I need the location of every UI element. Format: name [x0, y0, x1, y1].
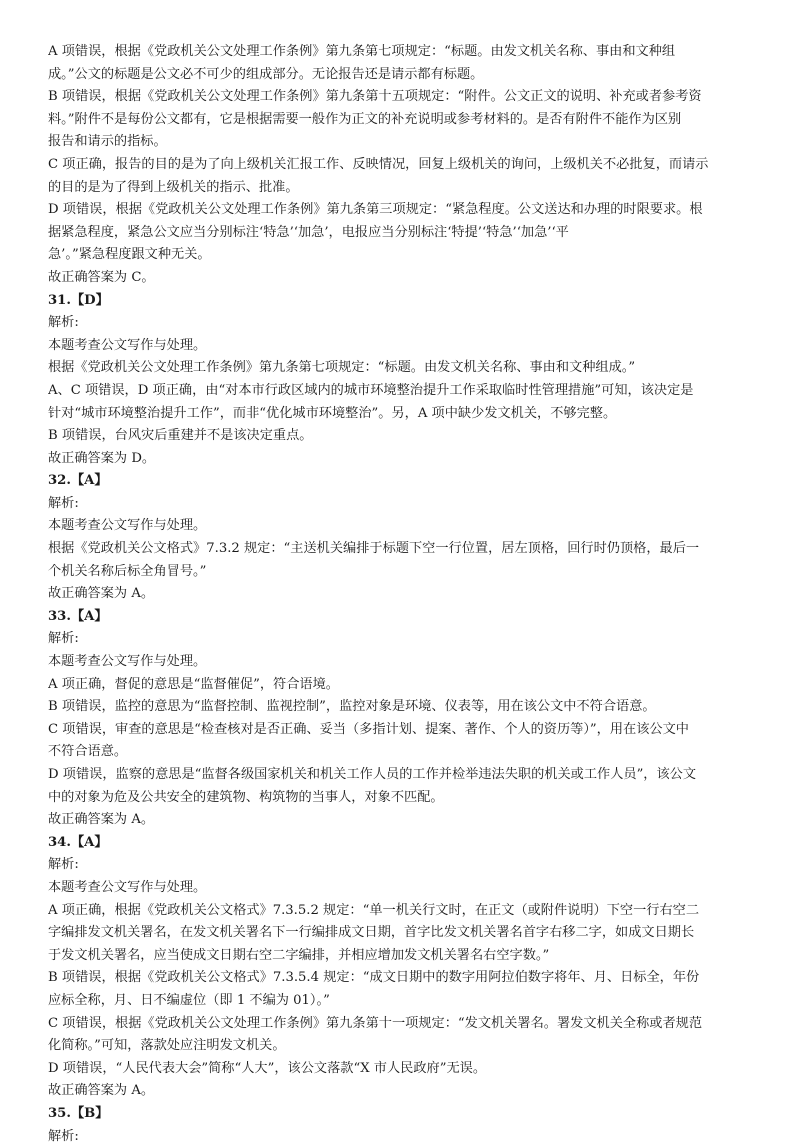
- text-line: C 项错误，根据《党政机关公文处理工作条例》第九条第十一项规定：“发文机关署名。署发文机关全称或者规范: [48, 1013, 760, 1036]
- text-line: B 项错误，根据《党政机关公文格式》7.3.5.4 规定：“成文日期中的数字用阿拉伯数字将年、月、日标全，年份: [48, 967, 760, 990]
- text-line: 故正确答案为 D。: [48, 448, 760, 471]
- text-line: 故正确答案为 A。: [48, 809, 760, 832]
- text-line: A 项正确，督促的意思是“监督催促”，符合语境。: [48, 674, 760, 697]
- text-line: 本题考查公文写作与处理。: [48, 877, 760, 900]
- text-line: 报告和请示的指标。: [48, 131, 760, 154]
- text-line: 解析:: [48, 1126, 760, 1148]
- text-line: 字编排发文机关署名，在发文机关署名下一行编排成文日期，首字比发文机关署名首字右移二字，如成文日期长: [48, 922, 760, 945]
- text-line: A 项正确，根据《党政机关公文格式》7.3.5.2 规定：“单一机关行文时，在正文（或附件说明）下空一行右空二: [48, 900, 760, 923]
- text-line: 急’。”紧急程度跟文种无关。: [48, 244, 760, 267]
- text-line: 故正确答案为 C。: [48, 267, 760, 290]
- text-line: 解析:: [48, 493, 760, 516]
- text-line: B 项错误，监控的意思为“监督控制、监视控制”，监控对象是环境、仪表等，用在该公文中不符合语意。: [48, 696, 760, 719]
- text-line: 本题考查公文写作与处理。: [48, 515, 760, 538]
- text-line: A 项错误，根据《党政机关公文处理工作条例》第九条第七项规定：“标题。由发文机关名称、事由和文种组: [48, 41, 760, 64]
- text-line: 于发文机关署名，应当使成文日期右空二字编排，并相应增加发文机关署名右空字数。”: [48, 945, 760, 968]
- question-number-heading: 31.【D】: [48, 290, 760, 313]
- question-number-heading: 33.【A】: [48, 606, 760, 629]
- text-line: 故正确答案为 A。: [48, 1080, 760, 1103]
- text-line: 解析:: [48, 854, 760, 877]
- text-line: 针对“城市环境整治提升工作”，而非“优化城市环境整治”。另，A 项中缺少发文机关，不够完整。: [48, 403, 760, 426]
- text-line: 成。”公文的标题是公文必不可少的组成部分。无论报告还是请示都有标题。: [48, 64, 760, 87]
- text-line: C 项正确，报告的目的是为了向上级机关汇报工作、反映情况，回复上级机关的询问，上级机关不必批复，而请示: [48, 154, 760, 177]
- text-line: 中的对象为危及公共安全的建筑物、构筑物的当事人，对象不匹配。: [48, 787, 760, 810]
- text-line: 故正确答案为 A。: [48, 583, 760, 606]
- text-line: 本题考查公文写作与处理。: [48, 335, 760, 358]
- text-line: 不符合语意。: [48, 741, 760, 764]
- text-line: B 项错误，根据《党政机关公文处理工作条例》第九条第十五项规定：“附件。公文正文的说明、补充或者参考资: [48, 86, 760, 109]
- text-line: 根据《党政机关公文格式》7.3.2 规定：“主送机关编排于标题下空一行位置，居左顶格，回行时仍顶格，最后一: [48, 538, 760, 561]
- text-line: D 项错误，监察的意思是“监督各级国家机关和机关工作人员的工作并检举违法失职的机关或工作人员”，该公文: [48, 764, 760, 787]
- question-number-heading: 35.【B】: [48, 1103, 760, 1126]
- text-line: 料。”附件不是每份公文都有，它是根据需要一般作为正文的补充说明或参考材料的。是否有附件不能作为区别: [48, 109, 760, 132]
- question-number-heading: 32.【A】: [48, 470, 760, 493]
- text-line: D 项错误，根据《党政机关公文处理工作条例》第九条第三项规定：“紧急程度。公文送达和办理的时限要求。根: [48, 199, 760, 222]
- text-line: C 项错误，审查的意思是“检查核对是否正确、妥当（多指计划、提案、著作、个人的资历等）”，用在该公文中: [48, 719, 760, 742]
- text-line: 个机关名称后标全角冒号。”: [48, 561, 760, 584]
- question-number-heading: 34.【A】: [48, 832, 760, 855]
- text-line: A、C 项错误，D 项正确，由“对本市行政区域内的城市环境整治提升工作采取临时性管理措施”可知，该决定是: [48, 380, 760, 403]
- text-line: D 项错误，“人民代表大会”简称“人大”，该公文落款“X 市人民政府”无误。: [48, 1058, 760, 1081]
- text-line: 应标全称，月、日不编虚位（即 1 不编为 01）。”: [48, 990, 760, 1013]
- text-line: 化简称。”可知，落款处应注明发文机关。: [48, 1035, 760, 1058]
- answer-explanation-document: [48, 41, 760, 1148]
- text-line: 据紧急程度，紧急公文应当分别标注‘特急’‘加急’，电报应当分别标注‘特提’‘特急’‘加急’‘平: [48, 222, 760, 245]
- text-line: 根据《党政机关公文处理工作条例》第九条第七项规定：“标题。由发文机关名称、事由和文种组成。”: [48, 357, 760, 380]
- text-line: B 项错误，台风灾后重建并不是该决定重点。: [48, 425, 760, 448]
- text-line: 解析:: [48, 628, 760, 651]
- text-line: 的目的是为了得到上级机关的指示、批准。: [48, 177, 760, 200]
- text-line: 解析:: [48, 312, 760, 335]
- text-line: 本题考查公文写作与处理。: [48, 651, 760, 674]
